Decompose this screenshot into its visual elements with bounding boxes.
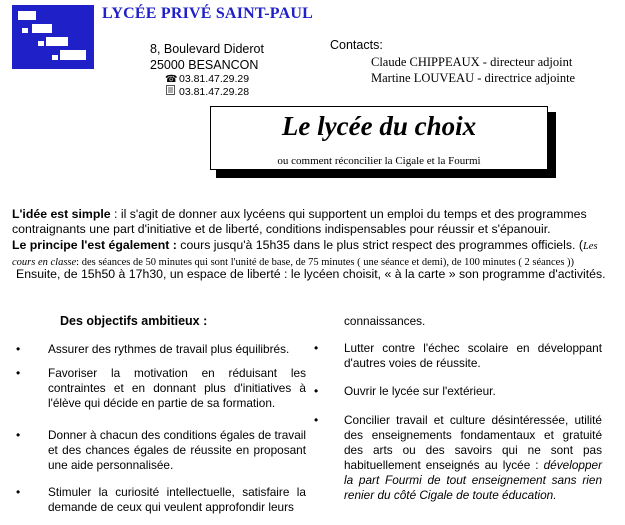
- bullet: •: [16, 428, 21, 442]
- list-item: Favoriser la motivation en réduisant les contraintes et en donnant plus d'initiatives à l'élève qui décide en partie de sa formation.: [48, 366, 306, 410]
- list-item: Stimuler la curiosité intellectuelle, satisfaire la demande de ceux qui veulent approfondir leurs: [48, 485, 306, 514]
- intro-paragraph-then: Ensuite, de 15h50 à 17h30, un espace de liberté : le lycéen choisit, « à la carte » son programme d'activités.: [16, 267, 606, 281]
- list-item: Donner à chacun des conditions égales de travail et des chances égales de réussite en proposant une aide personnalisée.: [48, 428, 306, 472]
- contact-deputy: Martine LOUVEAU - directrice adjointe: [371, 71, 576, 85]
- bullet: •: [314, 413, 319, 427]
- list-item: Assurer des rythmes de travail plus équilibrés.: [48, 342, 290, 356]
- bullet: •: [16, 485, 21, 499]
- list-item: Ouvrir le lycée sur l'extérieur.: [344, 384, 496, 398]
- intro-principle-note: : des séances de 50 minutes qui sont l'unité de base, de 75 minutes ( une séance et demi), de 100 minutes ( 2 séances )): [76, 257, 575, 268]
- intro-paragraph-principle: [12, 238, 612, 270]
- contacts-label: Contacts:: [330, 38, 383, 52]
- contact-director: Claude CHIPPEAUX - directeur adjoint: [371, 55, 573, 69]
- list-item-text: Concilier travail et culture désintéressée, utilité des enseignements fondamentaux et gratuité des arts ou des savoirs qui ne sont pas habituellement enseignés au lycée :: [344, 413, 602, 472]
- intro-principle-label: Le principe l'est également :: [12, 238, 177, 252]
- list-item-italic-text: développer la part Fourmi de tout enseignement sans rien renier du côté Cigale de toute éducation.: [344, 458, 602, 502]
- list-item: [344, 413, 602, 503]
- objectives-heading: Des objectifs ambitieux :: [60, 314, 208, 328]
- school-name: LYCÉE PRIVÉ SAINT-PAUL: [102, 5, 313, 22]
- bullet: •: [314, 384, 319, 398]
- intro-principle-note-label: Les cours en classe: [12, 241, 598, 268]
- telephone-icon: ☎: [165, 73, 178, 85]
- list-item-continuation: connaissances.: [344, 314, 426, 328]
- bullet: •: [16, 342, 21, 356]
- phone-row: [165, 73, 249, 85]
- page-title: Le lycée du choix: [281, 111, 477, 141]
- intro-idea-text: : il s'agit de donner aux lycéens qui supportent un emploi du temps et des programmes contraignants une part d'initiative et de liberté, conditions indispensables pour réussir et s'épanouir.: [12, 207, 587, 236]
- phone-number: 03.81.47.29.29: [179, 73, 250, 85]
- fax-number: 03.81.47.29.28: [179, 85, 250, 98]
- fax-icon: [165, 85, 175, 98]
- school-logo: [12, 5, 94, 69]
- address-city: 25000 BESANCON: [150, 58, 259, 72]
- intro-idea-label: L'idée est simple: [12, 207, 111, 221]
- bullet: •: [16, 366, 21, 380]
- staircase-logo-graphic: [12, 5, 94, 69]
- intro-paragraph-idea: [12, 207, 612, 237]
- fax-row: [165, 85, 249, 98]
- bullet: •: [314, 341, 319, 355]
- page-subtitle: ou comment réconcilier la Cigale et la Fourmi: [277, 155, 481, 167]
- intro-principle-text: cours jusqu'à 15h35 dans le plus strict respect des programmes officiels. (: [176, 238, 583, 252]
- list-item: Lutter contre l'échec scolaire en développant d'autres voies de réussite.: [344, 341, 602, 370]
- address-street: 8, Boulevard Diderot: [150, 42, 264, 56]
